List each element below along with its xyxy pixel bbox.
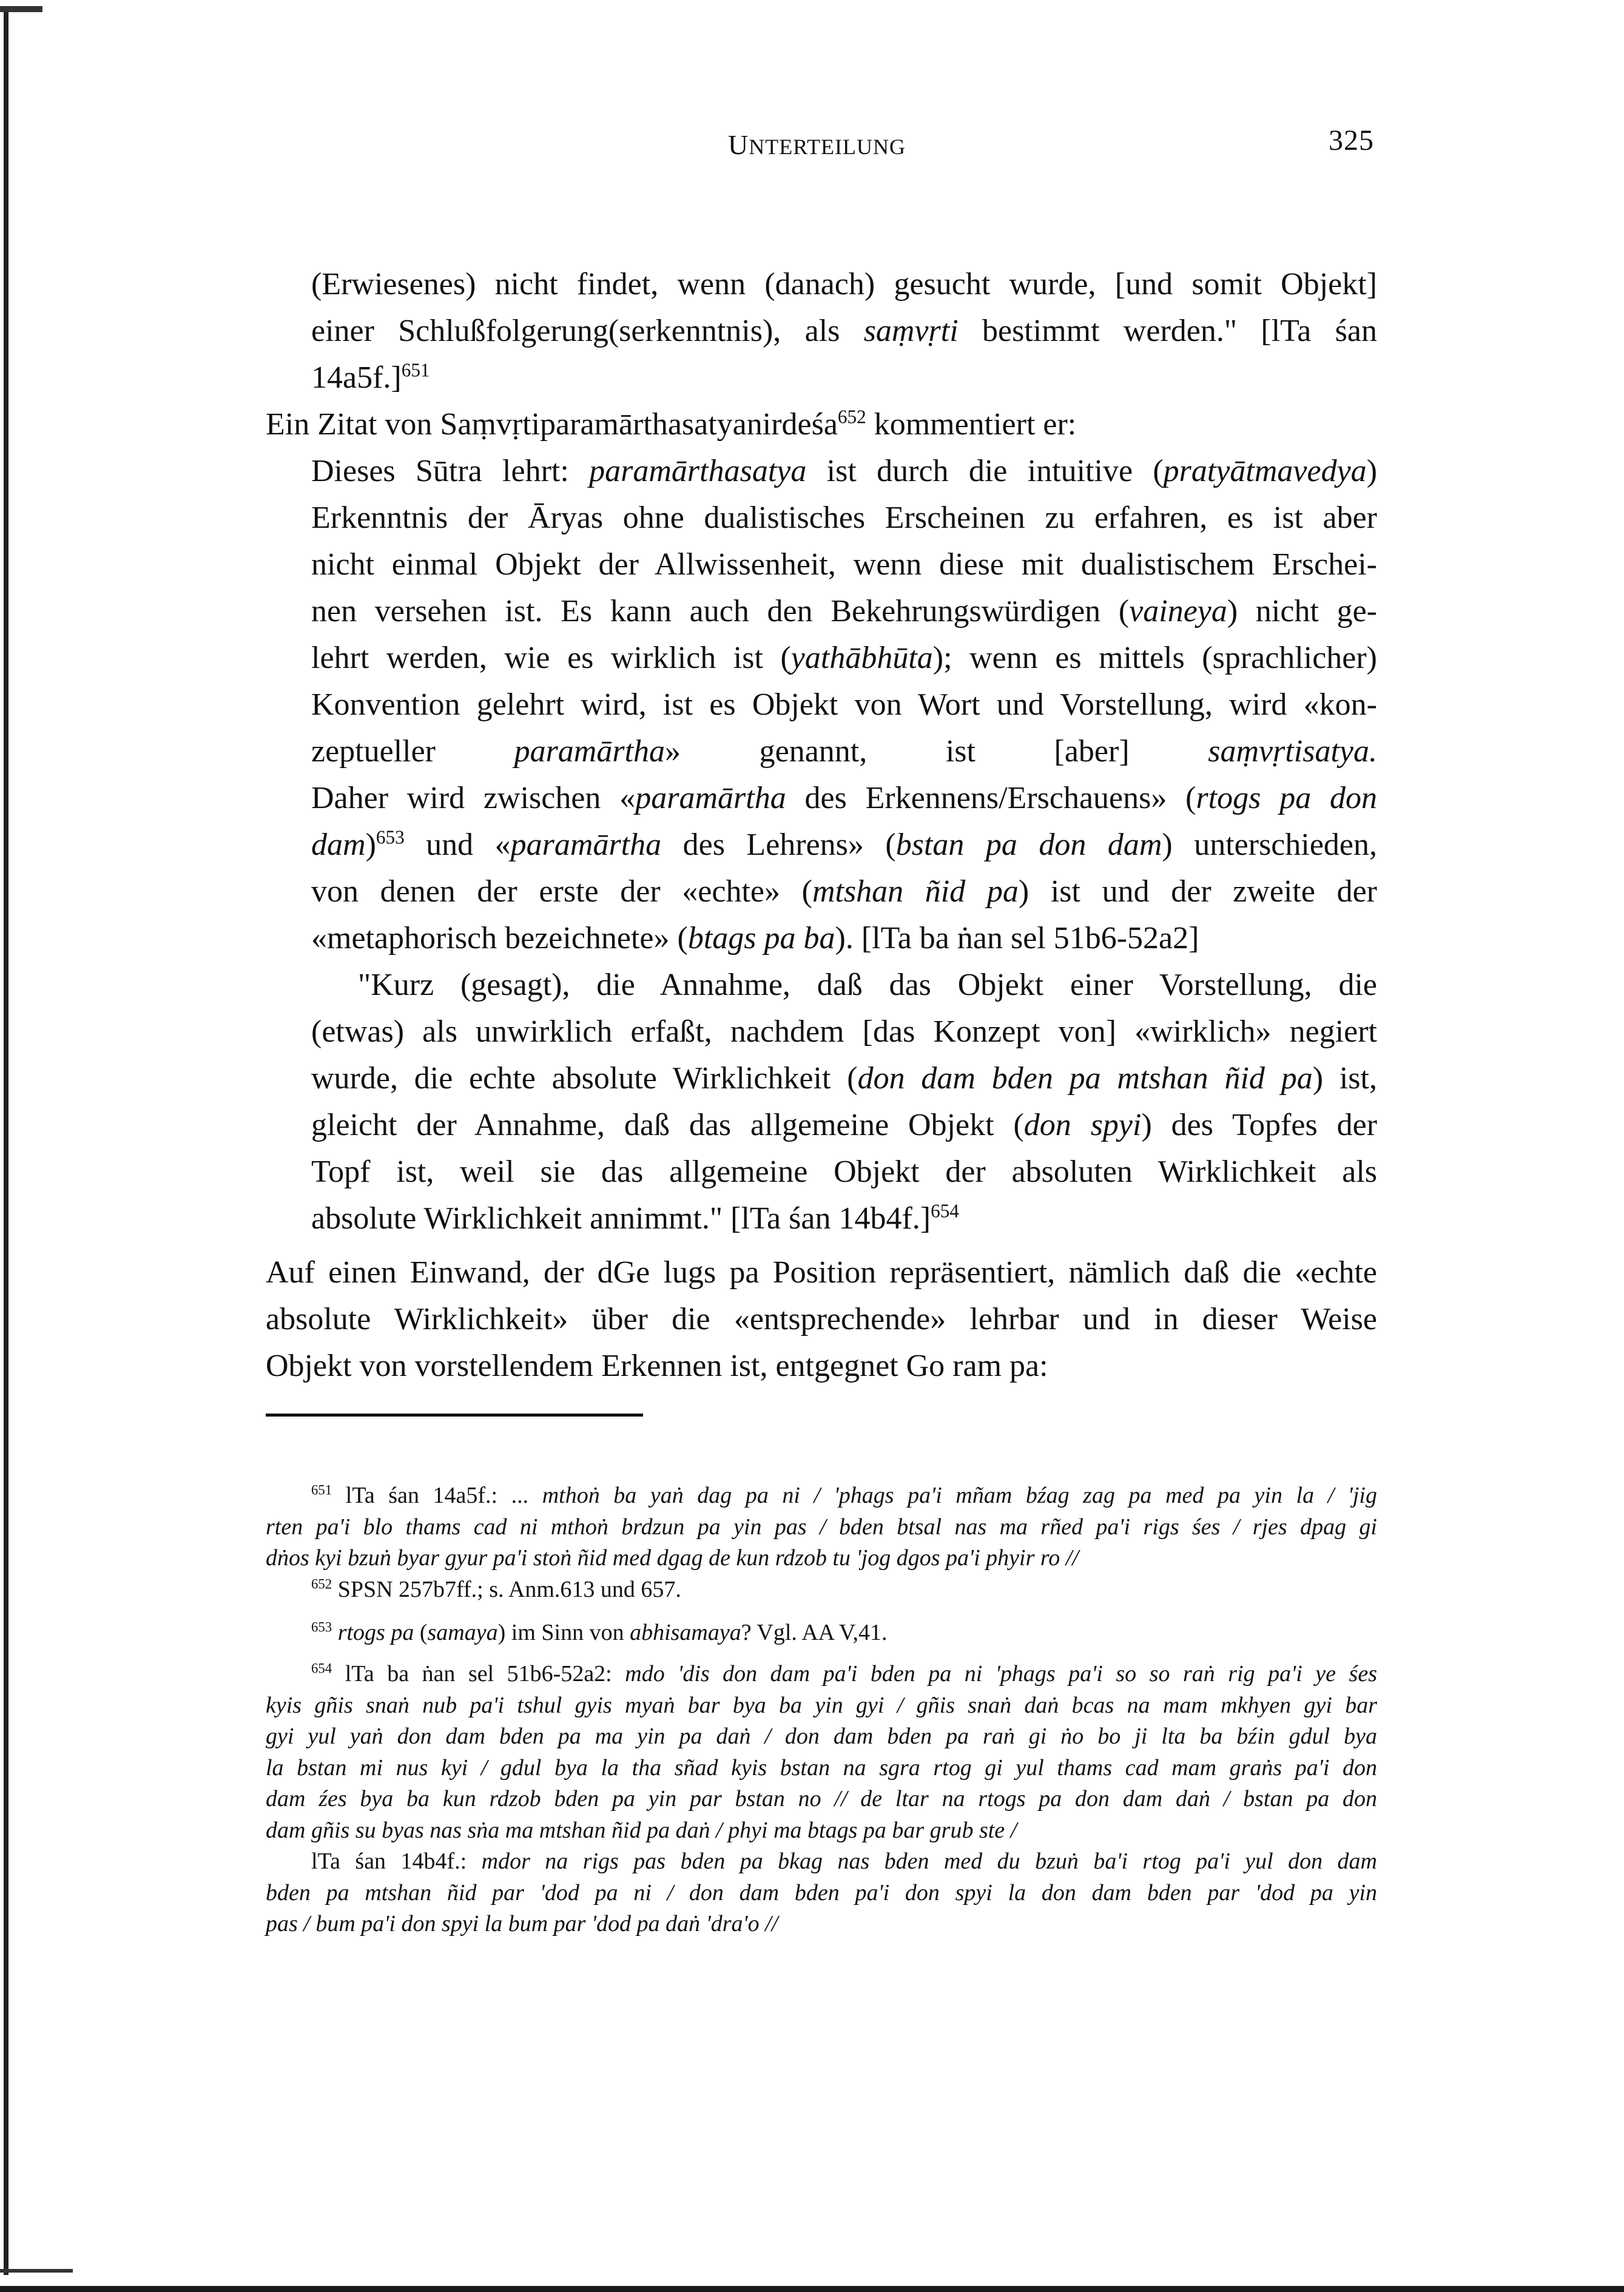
text-run: ) unterschieden, — [1162, 827, 1377, 862]
italic-term: mdor na rigs pas bden pa bkag nas bden med du bzuṅ ba'i rtog pa'i yul don dam — [481, 1849, 1378, 1874]
text-run: lTa ba ṅan sel 51b6-52a2: — [332, 1661, 625, 1687]
footnote-marker: 652 — [837, 406, 866, 428]
text-run: ) ist und der zweite der — [1018, 874, 1377, 909]
text-line — [266, 1543, 1377, 1574]
footnote-marker: 651 — [401, 359, 430, 381]
text-run: (etwas) als unwirklich erfaßt, nachdem [das Konzept von] «wirklich» negiert — [311, 1014, 1377, 1049]
italic-term: mthoṅ ba yaṅ dag pa ni / 'phags pa'i mñam bźag zag pa med pa yin la / 'jig — [542, 1483, 1377, 1508]
text-run: wurde, die echte absolute Wirklichkeit ( — [311, 1061, 858, 1096]
text-line — [311, 1008, 1377, 1055]
quote-continuation — [311, 261, 1377, 401]
text-run: lTa śan 14b4f.: — [311, 1849, 482, 1874]
text-run: kommentiert er: — [866, 407, 1077, 442]
text-run: absolute Wirklichkeit» über die «entsprechende» lehrbar und in dieser Weise — [266, 1302, 1377, 1336]
text-line — [311, 1195, 1377, 1242]
text-line — [266, 1753, 1377, 1784]
text-run — [332, 1620, 338, 1645]
text-line — [266, 1784, 1377, 1815]
text-run: » genannt, ist [aber] — [665, 734, 1208, 769]
text-line — [311, 308, 1377, 354]
text-line — [311, 1102, 1377, 1148]
italic-term: don spyi — [1023, 1108, 1142, 1142]
text-line — [266, 1878, 1377, 1909]
text-line — [311, 821, 1377, 868]
text-line — [266, 1296, 1377, 1343]
footnote-rule — [266, 1414, 643, 1417]
text-run: nen versehen ist. Es kann auch den Bekehrungswürdigen ( — [311, 594, 1130, 629]
footnote-marker: 653 — [311, 1619, 332, 1635]
text-run: Auf einen Einwand, der dGe lugs pa Position repräsentiert, nämlich daß die «echte — [266, 1255, 1377, 1290]
text-line — [311, 588, 1377, 635]
text-line — [266, 1815, 1377, 1847]
footnote-marker: 653 — [376, 826, 405, 848]
text-run: von denen der erste der «echte» ( — [311, 874, 812, 909]
running-head-initial: U — [728, 129, 749, 160]
text-run: ? Vgl. AA V,41. — [741, 1620, 888, 1645]
text-line — [266, 1690, 1377, 1722]
running-head — [728, 129, 906, 161]
page-number: 325 — [1329, 124, 1374, 157]
block-quote — [311, 448, 1377, 962]
italic-term: mtshan ñid pa — [812, 874, 1019, 909]
text-run: Erkenntnis der Āryas ohne dualistisches Erscheinen zu erfahren, es ist aber — [311, 501, 1377, 535]
text-line — [311, 635, 1377, 681]
italic-term: btags pa ba — [687, 921, 835, 956]
italic-term: gyi yul yaṅ don dam bden pa ma yin pa daṅ / don dam bden pa raṅ gi ṅo bo ji lta ba bźin gdul bya — [266, 1724, 1377, 1749]
text-run: Konvention gelehrt wird, ist es Objekt von Wort und Vorstellung, wird «kon- — [311, 687, 1377, 722]
text-run: Ein Zitat von Saṃvṛtiparamārthasatyanirdeśa — [266, 407, 838, 442]
text-run: Objekt von vorstellendem Erkennen ist, entgegnet Go ram pa: — [266, 1349, 1048, 1383]
text-run: ) — [365, 827, 376, 862]
text-line — [311, 261, 1377, 308]
italic-term: abhisamaya — [630, 1620, 741, 1645]
text-line — [266, 1721, 1377, 1753]
text-run: ) im Sinn von — [497, 1620, 630, 1645]
text-run: des Lehrens» ( — [661, 827, 896, 862]
text-line — [311, 868, 1377, 915]
italic-term: dṅos kyi bzuṅ byar gyur pa'i stoṅ ñid med dgag de kun rdzob tu 'jog dgos pa'i phyir ro // — [266, 1545, 1079, 1571]
italic-term: mdo 'dis don dam pa'i bden pa ni 'phags pa'i so so raṅ rig pa'i ye śes — [625, 1661, 1377, 1687]
italic-term: rtogs pa don — [1196, 781, 1378, 815]
text-run: 14a5f.] — [311, 360, 402, 395]
text-run: zeptueller — [311, 734, 514, 769]
italic-term: dam — [311, 827, 366, 862]
kurz-quote — [311, 962, 1377, 1242]
text-line — [311, 541, 1377, 588]
running-head-rest: NTERTEILUNG — [749, 135, 906, 159]
text-line — [311, 728, 1377, 775]
text-run: Dieses Sūtra lehrt: — [311, 454, 590, 488]
text-run: ) ist, — [1312, 1061, 1377, 1096]
text-line — [266, 1249, 1377, 1296]
footnote-651 — [266, 1480, 1377, 1574]
text-run: ); wenn es mittels (sprachlicher) — [932, 641, 1377, 675]
text-line — [266, 1480, 1377, 1512]
italic-term: kyis gñis snaṅ nub pa'i tshul gyis myaṅ bar bya ba yin gyi / gñis snaṅ daṅ bcas na mam mkhyen gyi bar — [266, 1692, 1377, 1718]
text-run: ) — [1366, 454, 1378, 488]
text-run: des Erkennens/Erschauens» ( — [786, 781, 1196, 815]
text-run: gleicht der Annahme, daß das allgemeine Objekt ( — [311, 1108, 1024, 1142]
italic-term: dam gñis su byas nas sṅa ma mtshan ñid pa daṅ / phyi ma btags pa bar grub ste / — [266, 1817, 1017, 1843]
scan-bottom-edge — [0, 2286, 1624, 2292]
text-line — [311, 775, 1377, 821]
text-line — [266, 1512, 1377, 1543]
italic-term: don dam bden pa mtshan ñid pa — [857, 1061, 1313, 1096]
italic-term: rtogs pa — [337, 1620, 414, 1645]
text-run: einer Schlußfolgerung(serkenntnis), als — [311, 314, 864, 348]
text-run: bestimmt werden." [lTa śan — [958, 314, 1377, 348]
text-run: lehrt werden, wie es wirklich ist ( — [311, 641, 791, 675]
text-run: nicht einmal Objekt der Allwissenheit, wenn diese mit dualistischem Erschei- — [311, 547, 1377, 582]
italic-term: pratyātmavedya — [1163, 454, 1367, 488]
text-run: absolute Wirklichkeit annimmt." [lTa śan 14b4f.] — [311, 1201, 931, 1236]
text-run: ). [lTa ba ṅan sel 51b6-52a2] — [835, 921, 1199, 956]
scan-edge-corner — [0, 6, 42, 12]
text-line — [311, 681, 1377, 728]
italic-term: saṃvṛti — [863, 314, 959, 348]
footnote-marker: 654 — [931, 1200, 959, 1222]
text-run: «metaphorisch bezeichnete» ( — [311, 921, 688, 956]
text-run: Topf ist, weil sie das allgemeine Objekt der absoluten Wirklichkeit als — [311, 1154, 1377, 1189]
footnote-654-continued — [266, 1846, 1377, 1940]
text-line — [311, 915, 1377, 962]
text-line — [311, 448, 1377, 494]
text-line — [266, 1846, 1377, 1878]
footnote-marker: 652 — [311, 1576, 332, 1592]
italic-term: paramārthasatya — [589, 454, 807, 488]
auf-paragraph — [266, 1249, 1377, 1389]
text-line — [266, 1659, 1377, 1690]
italic-term: paramārtha — [514, 734, 665, 769]
italic-term: paramārtha — [635, 781, 786, 815]
italic-term: bstan pa don dam — [895, 827, 1162, 862]
italic-term: pas / bum pa'i don spyi la bum par 'dod pa daṅ 'dra'o // — [266, 1911, 778, 1936]
footnote-652 — [266, 1574, 1377, 1606]
text-run: ) des Topfes der — [1141, 1108, 1378, 1142]
text-line — [311, 1148, 1377, 1195]
footnote-marker: 651 — [311, 1482, 332, 1498]
italic-term: bden pa mtshan ñid par 'dod pa ni / don dam bden pa'i don spyi la don dam bden par 'dod pa yin — [266, 1879, 1377, 1906]
scan-edge-corner-bottom — [0, 2269, 73, 2273]
text-line — [311, 494, 1377, 541]
text-line — [266, 401, 1377, 448]
footnote-653 — [266, 1617, 1377, 1649]
text-run: SPSN 257b7ff.; s. Anm.613 und 657. — [332, 1577, 681, 1602]
italic-term: rten pa'i blo thams cad ni mthoṅ brdzun pa yin pas / bden btsal nas ma rñed pa'i rigs śes / rjes dpag gi — [266, 1514, 1377, 1540]
text-run: und « — [404, 827, 511, 862]
text-run: ( — [414, 1620, 428, 1645]
text-run: lTa śan 14a5f.: ... — [332, 1483, 542, 1508]
italic-term: yathābhūta — [790, 641, 933, 675]
text-line — [266, 1343, 1377, 1389]
text-run: "Kurz (gesagt), die Annahme, daß das Objekt einer Vorstellung, die — [358, 968, 1377, 1002]
text-line — [311, 1055, 1377, 1102]
text-run: ist durch die intuitive ( — [806, 454, 1164, 488]
footnote-654 — [266, 1659, 1377, 1846]
italic-term: la bstan mi nus kyi / gdul bya la tha sñad kyis bstan na sgra rtog gi yul thams cad mam graṅs pa'i don — [266, 1754, 1377, 1781]
text-run: ) nicht ge- — [1227, 594, 1377, 629]
text-line — [266, 1617, 1377, 1649]
italic-term: saṃvṛtisatya. — [1208, 734, 1377, 769]
text-run: Daher wird zwischen « — [311, 781, 636, 815]
intro-paragraph — [266, 401, 1377, 448]
italic-term: paramārtha — [510, 827, 662, 862]
text-line — [266, 1574, 1377, 1606]
italic-term: vaineya — [1129, 594, 1227, 629]
italic-term: samaya — [427, 1620, 498, 1645]
text-run: (Erwiesenes) nicht findet, wenn (danach) gesucht wurde, [und somit Objekt] — [311, 267, 1377, 302]
text-line — [311, 354, 1377, 401]
footnote-marker: 654 — [311, 1660, 332, 1676]
italic-term: dam źes bya ba kun rdzob bden pa yin par bstan no // de ltar na rtogs pa don dam daṅ / bstan pa don — [266, 1786, 1377, 1812]
text-line — [266, 1909, 1377, 1940]
text-line — [311, 962, 1377, 1008]
scan-edge-shadow — [4, 6, 8, 2275]
